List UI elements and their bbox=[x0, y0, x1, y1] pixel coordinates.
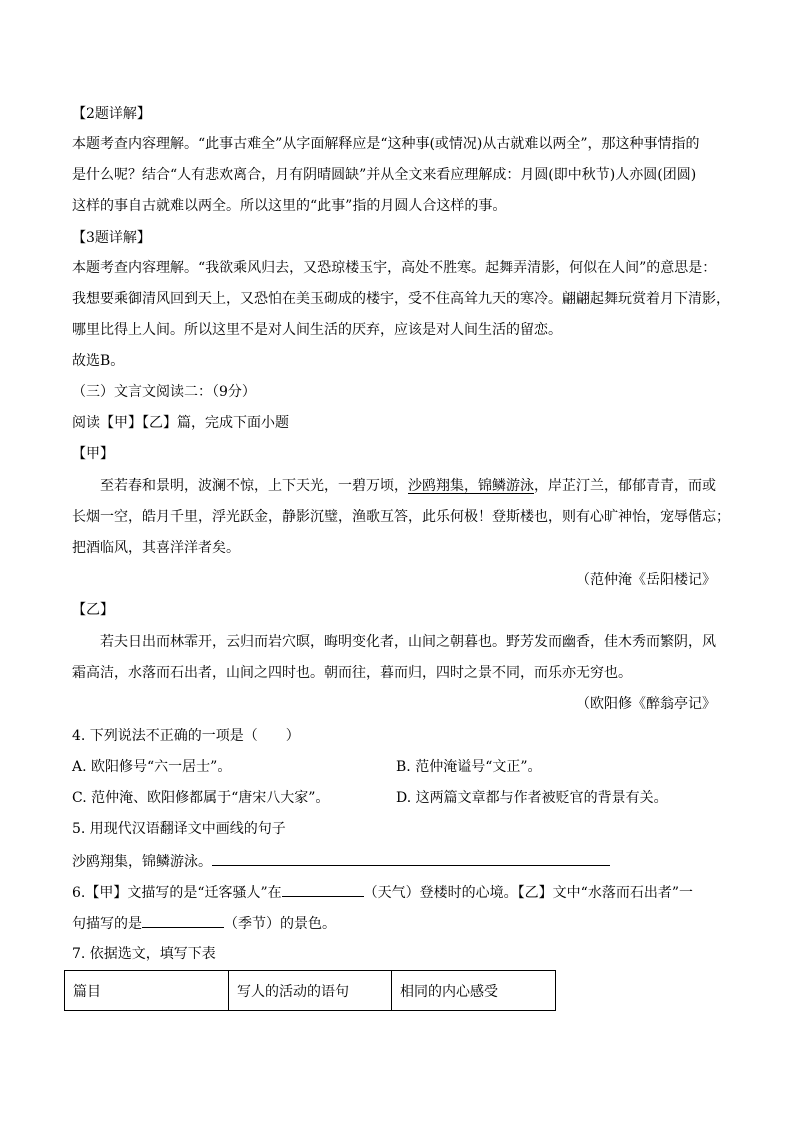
q6-text: （季节）的景色。 bbox=[224, 916, 336, 932]
q2-line-2: 是什么呢？结合“人有悲欢离合，月有阴晴圆缺”并从全文来看应理解成：月圆(即中秋节)人亦圆(团圆) bbox=[72, 167, 697, 183]
q3-title: 【3题详解】 bbox=[72, 230, 151, 246]
yi-label: 【乙】 bbox=[72, 602, 114, 618]
q2-line-1: 本题考查内容理解。“此事古难全”从字面解释应是“这种事(或情况)从古就难以两全”，那这种事情指的 bbox=[72, 136, 700, 152]
q5-stem: 5. 用现代汉语翻译文中画线的句子 bbox=[72, 821, 286, 837]
q6-line-1 bbox=[72, 882, 693, 902]
q6-text: （天气）登楼时的心境。【乙】文中“水落而石出者”一 bbox=[363, 885, 693, 901]
table-row bbox=[65, 971, 556, 1011]
q4-option-a: A. 欧阳修号“六一居士”。 bbox=[72, 759, 232, 775]
yi-source: （欧阳修《醉翁亭记》 bbox=[576, 696, 716, 712]
jia-source: （范仲淹《岳阳楼记》 bbox=[576, 572, 716, 588]
q4-option-c: C. 范仲淹、欧阳修都属于“唐宋八大家”。 bbox=[72, 790, 330, 806]
q2-title: 【2题详解】 bbox=[72, 106, 151, 122]
underlined-sentence: 沙鸥翔集，锦鳞游泳 bbox=[408, 478, 534, 494]
q5-sentence: 沙鸥翔集，锦鳞游泳。 bbox=[72, 854, 212, 870]
table-header-cell: 相同的内心感受 bbox=[392, 971, 556, 1011]
q7-table bbox=[64, 970, 556, 1011]
q6-line-2 bbox=[72, 913, 336, 933]
q6-text: 句描写的是 bbox=[72, 916, 142, 932]
q5-answer-blank[interactable] bbox=[212, 851, 610, 866]
q3-line-2: 我想要乘御清风回到天上，又恐怕在美玉砌成的楼宇，受不住高耸九天的寒冷。翩翩起舞玩赏着月下清影， bbox=[72, 291, 730, 307]
section-title: （三）文言文阅读二：（9分） bbox=[72, 384, 256, 400]
jia-text: 至若春和景明，波澜不惊，上下天光，一碧万顷， bbox=[100, 478, 408, 494]
q2-line-3: 这样的事自古就难以两全。所以这里的“此事”指的月圆人合这样的事。 bbox=[72, 198, 507, 214]
jia-line-3: 把酒临风，其喜洋洋者矣。 bbox=[72, 540, 240, 556]
q4-stem: 4. 下列说法不正确的一项是（ ） bbox=[72, 728, 300, 744]
answer-line: 故选B。 bbox=[72, 353, 125, 369]
q6-weather-blank[interactable] bbox=[282, 882, 364, 897]
q7-stem: 7. 依据选文，填写下表 bbox=[72, 946, 216, 962]
q5-answer-line bbox=[72, 851, 610, 871]
q6-season-blank[interactable] bbox=[142, 913, 224, 928]
table-header-cell: 写人的活动的语句 bbox=[229, 971, 392, 1011]
q6-text: 6.【甲】文描写的是“迁客骚人”在 bbox=[72, 885, 282, 901]
jia-line-1 bbox=[100, 476, 716, 496]
reading-instruction: 阅读【甲】【乙】篇，完成下面小题 bbox=[72, 415, 289, 431]
q3-line-3: 哪里比得上人间。所以这里不是对人间生活的厌弃，应该是对人间生活的留恋。 bbox=[72, 322, 562, 338]
jia-text: ，岸芷汀兰，郁郁青青，而或 bbox=[534, 478, 716, 494]
yi-line-1: 若夫日出而林霏开，云归而岩穴暝，晦明变化者，山间之朝暮也。野芳发而幽香，佳木秀而繁阴，风 bbox=[100, 634, 716, 650]
q3-line-1: 本题考查内容理解。“我欲乘风归去，又恐琼楼玉宇，高处不胜寒。起舞弄清影，何似在人间”的意思是： bbox=[72, 260, 717, 276]
q4-option-d: D. 这两篇文章都与作者被贬官的背景有关。 bbox=[396, 790, 668, 806]
yi-line-2: 霜高洁，水落而石出者，山间之四时也。朝而往，暮而归，四时之景不同，而乐亦无穷也。 bbox=[72, 665, 632, 681]
q4-option-b: B. 范仲淹谥号“文正”。 bbox=[396, 759, 542, 775]
jia-line-2: 长烟一空，皓月千里，浮光跃金，静影沉璧，渔歌互答，此乐何极！登斯楼也，则有心旷神怡，宠辱偕忘； bbox=[72, 509, 730, 525]
table-header-cell: 篇目 bbox=[65, 971, 229, 1011]
jia-label: 【甲】 bbox=[72, 446, 114, 462]
